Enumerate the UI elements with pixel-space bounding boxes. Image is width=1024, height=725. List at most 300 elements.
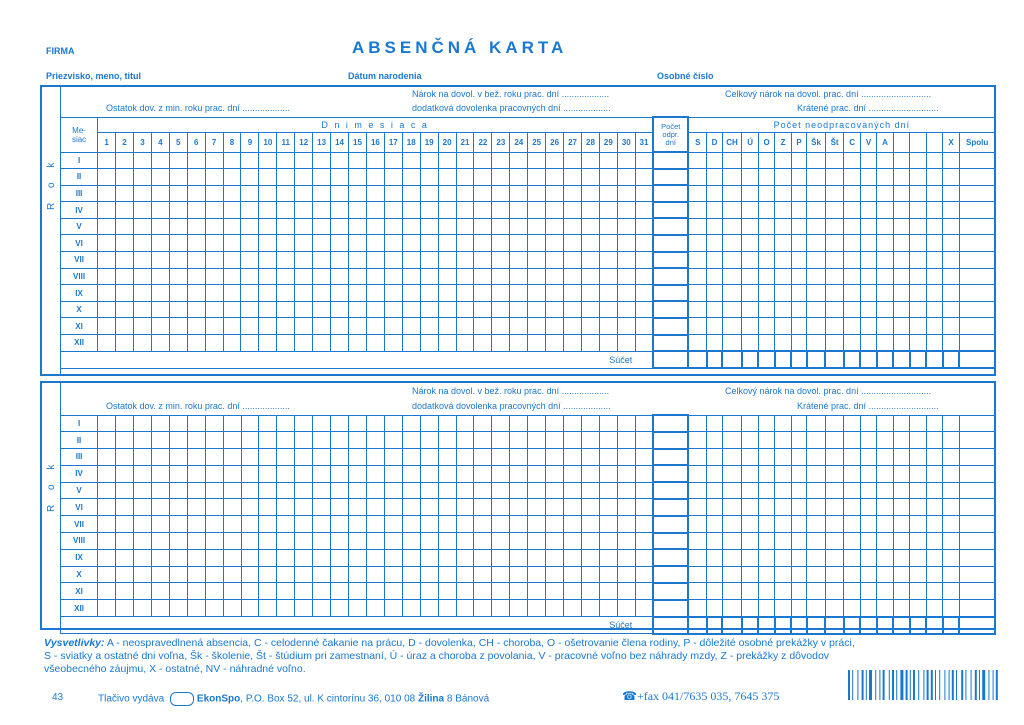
day-cell[interactable] xyxy=(98,335,116,352)
absence-code-cell[interactable] xyxy=(943,252,959,269)
absence-code-cell[interactable] xyxy=(742,583,759,600)
absence-code-cell[interactable] xyxy=(877,218,893,235)
day-cell[interactable] xyxy=(366,499,384,516)
day-cell[interactable] xyxy=(223,169,241,186)
day-cell[interactable] xyxy=(582,583,600,600)
absence-code-cell[interactable] xyxy=(775,432,792,449)
day-cell[interactable] xyxy=(456,516,474,533)
day-cell[interactable] xyxy=(617,449,635,466)
absence-code-cell[interactable] xyxy=(910,482,927,499)
day-cell[interactable] xyxy=(133,335,151,352)
sum-worked-cell[interactable] xyxy=(653,351,688,368)
day-cell[interactable] xyxy=(510,449,528,466)
day-cell[interactable] xyxy=(384,202,402,219)
absence-code-cell[interactable] xyxy=(926,583,943,600)
day-cell[interactable] xyxy=(564,499,582,516)
day-cell[interactable] xyxy=(366,432,384,449)
absence-code-cell[interactable] xyxy=(877,152,893,169)
absence-code-cell[interactable] xyxy=(825,252,844,269)
absence-code-cell[interactable] xyxy=(943,301,959,318)
absence-code-cell[interactable] xyxy=(722,499,742,516)
absence-code-cell[interactable] xyxy=(791,285,806,302)
day-cell[interactable] xyxy=(366,235,384,252)
absence-code-cell[interactable] xyxy=(844,499,861,516)
day-cell[interactable] xyxy=(384,465,402,482)
day-cell[interactable] xyxy=(402,600,420,617)
day-cell[interactable] xyxy=(438,268,456,285)
absence-code-cell[interactable] xyxy=(758,285,774,302)
day-cell[interactable] xyxy=(331,301,349,318)
day-cell[interactable] xyxy=(259,533,277,550)
day-cell[interactable] xyxy=(205,465,223,482)
day-cell[interactable] xyxy=(116,335,134,352)
day-cell[interactable] xyxy=(402,499,420,516)
absence-code-cell[interactable] xyxy=(722,533,742,550)
absence-code-cell[interactable] xyxy=(775,202,791,219)
day-cell[interactable] xyxy=(223,516,241,533)
day-cell[interactable] xyxy=(420,499,438,516)
absence-code-cell[interactable] xyxy=(688,449,707,466)
day-cell[interactable] xyxy=(205,600,223,617)
absence-code-cell[interactable] xyxy=(722,566,742,583)
sum-absence-cell[interactable] xyxy=(722,617,742,634)
day-cell[interactable] xyxy=(564,335,582,352)
day-cell[interactable] xyxy=(295,600,313,617)
absence-code-cell[interactable] xyxy=(877,169,893,186)
absence-code-cell[interactable] xyxy=(877,482,894,499)
absence-code-cell[interactable] xyxy=(807,202,826,219)
day-cell[interactable] xyxy=(241,185,259,202)
absence-code-cell[interactable] xyxy=(688,566,707,583)
absence-code-cell[interactable] xyxy=(775,482,792,499)
day-cell[interactable] xyxy=(151,600,169,617)
sum-absence-cell[interactable] xyxy=(791,351,806,368)
absence-code-cell[interactable] xyxy=(722,185,742,202)
day-cell[interactable] xyxy=(546,415,564,432)
absence-code-cell[interactable] xyxy=(722,318,742,335)
absence-code-cell[interactable] xyxy=(688,600,707,617)
absence-code-cell[interactable] xyxy=(775,415,792,432)
worked-days-cell[interactable] xyxy=(653,268,688,285)
day-cell[interactable] xyxy=(98,185,116,202)
day-cell[interactable] xyxy=(169,499,187,516)
worked-days-cell[interactable] xyxy=(653,449,688,466)
day-cell[interactable] xyxy=(617,318,635,335)
absence-code-cell[interactable] xyxy=(707,449,722,466)
day-cell[interactable] xyxy=(187,516,205,533)
day-cell[interactable] xyxy=(223,600,241,617)
day-cell[interactable] xyxy=(169,218,187,235)
day-cell[interactable] xyxy=(133,533,151,550)
absence-code-cell[interactable] xyxy=(807,185,826,202)
absence-code-cell[interactable] xyxy=(807,549,826,566)
absence-code-cell[interactable] xyxy=(943,516,960,533)
sum-absence-cell[interactable] xyxy=(860,617,877,634)
absence-code-cell[interactable] xyxy=(688,516,707,533)
day-cell[interactable] xyxy=(492,600,510,617)
day-cell[interactable] xyxy=(564,252,582,269)
day-cell[interactable] xyxy=(456,318,474,335)
day-cell[interactable] xyxy=(456,465,474,482)
day-cell[interactable] xyxy=(241,566,259,583)
absence-code-cell[interactable] xyxy=(943,268,959,285)
day-cell[interactable] xyxy=(133,482,151,499)
day-cell[interactable] xyxy=(420,169,438,186)
worked-days-cell[interactable] xyxy=(653,152,688,169)
absence-code-cell[interactable] xyxy=(791,169,806,186)
day-cell[interactable] xyxy=(98,465,116,482)
day-cell[interactable] xyxy=(384,449,402,466)
absence-code-cell[interactable] xyxy=(758,252,774,269)
day-cell[interactable] xyxy=(295,335,313,352)
day-cell[interactable] xyxy=(205,482,223,499)
day-cell[interactable] xyxy=(259,301,277,318)
day-cell[interactable] xyxy=(331,218,349,235)
absence-code-cell[interactable] xyxy=(844,152,860,169)
day-cell[interactable] xyxy=(384,566,402,583)
day-cell[interactable] xyxy=(402,335,420,352)
absence-code-cell[interactable] xyxy=(844,516,861,533)
day-cell[interactable] xyxy=(98,318,116,335)
day-cell[interactable] xyxy=(259,169,277,186)
day-cell[interactable] xyxy=(331,285,349,302)
absence-code-cell[interactable] xyxy=(758,449,775,466)
sum-worked-cell[interactable] xyxy=(653,617,688,634)
day-cell[interactable] xyxy=(277,202,295,219)
day-cell[interactable] xyxy=(474,285,492,302)
absence-code-cell[interactable] xyxy=(844,285,860,302)
day-cell[interactable] xyxy=(438,449,456,466)
absence-code-cell[interactable] xyxy=(791,301,806,318)
day-cell[interactable] xyxy=(599,252,617,269)
day-cell[interactable] xyxy=(277,268,295,285)
day-cell[interactable] xyxy=(599,335,617,352)
day-cell[interactable] xyxy=(205,318,223,335)
absence-code-cell[interactable] xyxy=(877,252,893,269)
worked-days-cell[interactable] xyxy=(653,415,688,432)
absence-code-cell[interactable] xyxy=(893,600,910,617)
day-cell[interactable] xyxy=(98,449,116,466)
day-cell[interactable] xyxy=(599,301,617,318)
worked-days-cell[interactable] xyxy=(653,549,688,566)
day-cell[interactable] xyxy=(492,202,510,219)
day-cell[interactable] xyxy=(277,415,295,432)
day-cell[interactable] xyxy=(438,482,456,499)
day-cell[interactable] xyxy=(205,533,223,550)
absence-code-cell[interactable] xyxy=(893,301,909,318)
day-cell[interactable] xyxy=(438,301,456,318)
day-cell[interactable] xyxy=(205,449,223,466)
day-cell[interactable] xyxy=(241,301,259,318)
day-cell[interactable] xyxy=(133,152,151,169)
day-cell[interactable] xyxy=(384,583,402,600)
day-cell[interactable] xyxy=(98,600,116,617)
worked-days-cell[interactable] xyxy=(653,465,688,482)
day-cell[interactable] xyxy=(349,465,367,482)
day-cell[interactable] xyxy=(349,549,367,566)
absence-code-cell[interactable] xyxy=(807,583,826,600)
absence-code-cell[interactable] xyxy=(959,301,995,318)
day-cell[interactable] xyxy=(420,566,438,583)
day-cell[interactable] xyxy=(331,533,349,550)
absence-code-cell[interactable] xyxy=(943,185,959,202)
absence-code-cell[interactable] xyxy=(775,533,792,550)
absence-code-cell[interactable] xyxy=(758,566,775,583)
day-cell[interactable] xyxy=(133,285,151,302)
day-cell[interactable] xyxy=(331,235,349,252)
day-cell[interactable] xyxy=(277,318,295,335)
day-cell[interactable] xyxy=(599,235,617,252)
absence-code-cell[interactable] xyxy=(775,268,791,285)
day-cell[interactable] xyxy=(402,449,420,466)
day-cell[interactable] xyxy=(617,169,635,186)
day-cell[interactable] xyxy=(169,285,187,302)
absence-code-cell[interactable] xyxy=(893,335,909,352)
absence-code-cell[interactable] xyxy=(807,301,826,318)
absence-code-cell[interactable] xyxy=(910,218,926,235)
day-cell[interactable] xyxy=(313,549,331,566)
day-cell[interactable] xyxy=(295,202,313,219)
day-cell[interactable] xyxy=(116,202,134,219)
absence-code-cell[interactable] xyxy=(844,533,861,550)
absence-code-cell[interactable] xyxy=(707,432,722,449)
day-cell[interactable] xyxy=(617,465,635,482)
day-cell[interactable] xyxy=(438,185,456,202)
day-cell[interactable] xyxy=(98,218,116,235)
absence-code-cell[interactable] xyxy=(758,415,775,432)
day-cell[interactable] xyxy=(223,218,241,235)
absence-code-cell[interactable] xyxy=(910,449,927,466)
day-cell[interactable] xyxy=(599,533,617,550)
absence-code-cell[interactable] xyxy=(893,449,910,466)
absence-code-cell[interactable] xyxy=(926,482,943,499)
sum-absence-cell[interactable] xyxy=(807,351,826,368)
day-cell[interactable] xyxy=(169,533,187,550)
day-cell[interactable] xyxy=(205,252,223,269)
day-cell[interactable] xyxy=(116,301,134,318)
day-cell[interactable] xyxy=(259,583,277,600)
day-cell[interactable] xyxy=(510,465,528,482)
absence-code-cell[interactable] xyxy=(877,499,894,516)
absence-code-cell[interactable] xyxy=(825,432,844,449)
day-cell[interactable] xyxy=(295,268,313,285)
day-cell[interactable] xyxy=(277,185,295,202)
day-cell[interactable] xyxy=(528,235,546,252)
day-cell[interactable] xyxy=(492,533,510,550)
day-cell[interactable] xyxy=(151,202,169,219)
day-cell[interactable] xyxy=(456,566,474,583)
day-cell[interactable] xyxy=(420,268,438,285)
day-cell[interactable] xyxy=(528,169,546,186)
day-cell[interactable] xyxy=(187,218,205,235)
day-cell[interactable] xyxy=(420,600,438,617)
day-cell[interactable] xyxy=(635,516,653,533)
day-cell[interactable] xyxy=(492,516,510,533)
day-cell[interactable] xyxy=(295,218,313,235)
worked-days-cell[interactable] xyxy=(653,301,688,318)
day-cell[interactable] xyxy=(599,285,617,302)
absence-code-cell[interactable] xyxy=(807,235,826,252)
day-cell[interactable] xyxy=(366,566,384,583)
day-cell[interactable] xyxy=(420,152,438,169)
absence-code-cell[interactable] xyxy=(742,252,758,269)
absence-code-cell[interactable] xyxy=(825,583,844,600)
day-cell[interactable] xyxy=(151,285,169,302)
absence-code-cell[interactable] xyxy=(844,566,861,583)
day-cell[interactable] xyxy=(456,549,474,566)
day-cell[interactable] xyxy=(420,415,438,432)
day-cell[interactable] xyxy=(98,516,116,533)
day-cell[interactable] xyxy=(331,415,349,432)
day-cell[interactable] xyxy=(474,482,492,499)
absence-code-cell[interactable] xyxy=(807,318,826,335)
day-cell[interactable] xyxy=(528,549,546,566)
day-cell[interactable] xyxy=(582,533,600,550)
absence-code-cell[interactable] xyxy=(775,600,792,617)
day-cell[interactable] xyxy=(617,218,635,235)
day-cell[interactable] xyxy=(349,152,367,169)
absence-code-cell[interactable] xyxy=(758,235,774,252)
day-cell[interactable] xyxy=(582,268,600,285)
day-cell[interactable] xyxy=(510,301,528,318)
day-cell[interactable] xyxy=(169,482,187,499)
day-cell[interactable] xyxy=(169,169,187,186)
day-cell[interactable] xyxy=(582,549,600,566)
worked-days-cell[interactable] xyxy=(653,499,688,516)
day-cell[interactable] xyxy=(313,335,331,352)
absence-code-cell[interactable] xyxy=(688,152,707,169)
worked-days-cell[interactable] xyxy=(653,335,688,352)
sum-absence-cell[interactable] xyxy=(722,351,742,368)
absence-code-cell[interactable] xyxy=(844,252,860,269)
day-cell[interactable] xyxy=(492,335,510,352)
absence-code-cell[interactable] xyxy=(707,152,722,169)
day-cell[interactable] xyxy=(510,218,528,235)
absence-code-cell[interactable] xyxy=(807,465,826,482)
absence-code-cell[interactable] xyxy=(758,432,775,449)
day-cell[interactable] xyxy=(510,499,528,516)
day-cell[interactable] xyxy=(295,549,313,566)
day-cell[interactable] xyxy=(133,268,151,285)
day-cell[interactable] xyxy=(349,482,367,499)
day-cell[interactable] xyxy=(133,415,151,432)
day-cell[interactable] xyxy=(133,583,151,600)
absence-code-cell[interactable] xyxy=(959,268,995,285)
absence-code-cell[interactable] xyxy=(910,185,926,202)
absence-code-cell[interactable] xyxy=(722,583,742,600)
day-cell[interactable] xyxy=(277,252,295,269)
day-cell[interactable] xyxy=(223,235,241,252)
absence-code-cell[interactable] xyxy=(742,566,759,583)
day-cell[interactable] xyxy=(241,252,259,269)
absence-code-cell[interactable] xyxy=(807,516,826,533)
day-cell[interactable] xyxy=(582,465,600,482)
absence-code-cell[interactable] xyxy=(758,218,774,235)
day-cell[interactable] xyxy=(169,335,187,352)
day-cell[interactable] xyxy=(98,432,116,449)
day-cell[interactable] xyxy=(259,152,277,169)
sum-absence-cell[interactable] xyxy=(893,351,909,368)
day-cell[interactable] xyxy=(617,600,635,617)
day-cell[interactable] xyxy=(116,318,134,335)
sum-absence-cell[interactable] xyxy=(825,617,844,634)
absence-code-cell[interactable] xyxy=(893,235,909,252)
day-cell[interactable] xyxy=(420,285,438,302)
day-cell[interactable] xyxy=(528,600,546,617)
absence-code-cell[interactable] xyxy=(758,499,775,516)
day-cell[interactable] xyxy=(402,318,420,335)
day-cell[interactable] xyxy=(205,202,223,219)
day-cell[interactable] xyxy=(366,516,384,533)
day-cell[interactable] xyxy=(617,335,635,352)
day-cell[interactable] xyxy=(384,499,402,516)
day-cell[interactable] xyxy=(546,301,564,318)
day-cell[interactable] xyxy=(420,583,438,600)
absence-code-cell[interactable] xyxy=(893,516,910,533)
absence-code-cell[interactable] xyxy=(688,583,707,600)
day-cell[interactable] xyxy=(349,185,367,202)
day-cell[interactable] xyxy=(187,235,205,252)
day-cell[interactable] xyxy=(510,268,528,285)
absence-code-cell[interactable] xyxy=(807,335,826,352)
day-cell[interactable] xyxy=(313,449,331,466)
day-cell[interactable] xyxy=(366,202,384,219)
absence-code-cell[interactable] xyxy=(860,301,876,318)
absence-code-cell[interactable] xyxy=(742,482,759,499)
day-cell[interactable] xyxy=(313,301,331,318)
day-cell[interactable] xyxy=(402,285,420,302)
worked-days-cell[interactable] xyxy=(653,285,688,302)
day-cell[interactable] xyxy=(492,285,510,302)
absence-code-cell[interactable] xyxy=(943,549,960,566)
day-cell[interactable] xyxy=(564,152,582,169)
day-cell[interactable] xyxy=(313,600,331,617)
day-cell[interactable] xyxy=(617,252,635,269)
worked-days-cell[interactable] xyxy=(653,169,688,186)
absence-code-cell[interactable] xyxy=(807,152,826,169)
day-cell[interactable] xyxy=(402,218,420,235)
day-cell[interactable] xyxy=(241,169,259,186)
day-cell[interactable] xyxy=(510,415,528,432)
absence-code-cell[interactable] xyxy=(707,318,722,335)
day-cell[interactable] xyxy=(635,335,653,352)
day-cell[interactable] xyxy=(474,449,492,466)
day-cell[interactable] xyxy=(420,335,438,352)
day-cell[interactable] xyxy=(133,235,151,252)
day-cell[interactable] xyxy=(241,202,259,219)
day-cell[interactable] xyxy=(187,285,205,302)
day-cell[interactable] xyxy=(259,218,277,235)
day-cell[interactable] xyxy=(510,533,528,550)
day-cell[interactable] xyxy=(151,268,169,285)
absence-code-cell[interactable] xyxy=(877,202,893,219)
day-cell[interactable] xyxy=(331,499,349,516)
absence-code-cell[interactable] xyxy=(742,152,758,169)
day-cell[interactable] xyxy=(492,482,510,499)
day-cell[interactable] xyxy=(98,301,116,318)
day-cell[interactable] xyxy=(116,516,134,533)
absence-code-cell[interactable] xyxy=(943,169,959,186)
day-cell[interactable] xyxy=(582,318,600,335)
worked-days-cell[interactable] xyxy=(653,432,688,449)
absence-code-cell[interactable] xyxy=(707,285,722,302)
day-cell[interactable] xyxy=(223,415,241,432)
absence-code-cell[interactable] xyxy=(844,449,861,466)
day-cell[interactable] xyxy=(349,169,367,186)
absence-code-cell[interactable] xyxy=(791,465,806,482)
day-cell[interactable] xyxy=(510,285,528,302)
day-cell[interactable] xyxy=(259,449,277,466)
